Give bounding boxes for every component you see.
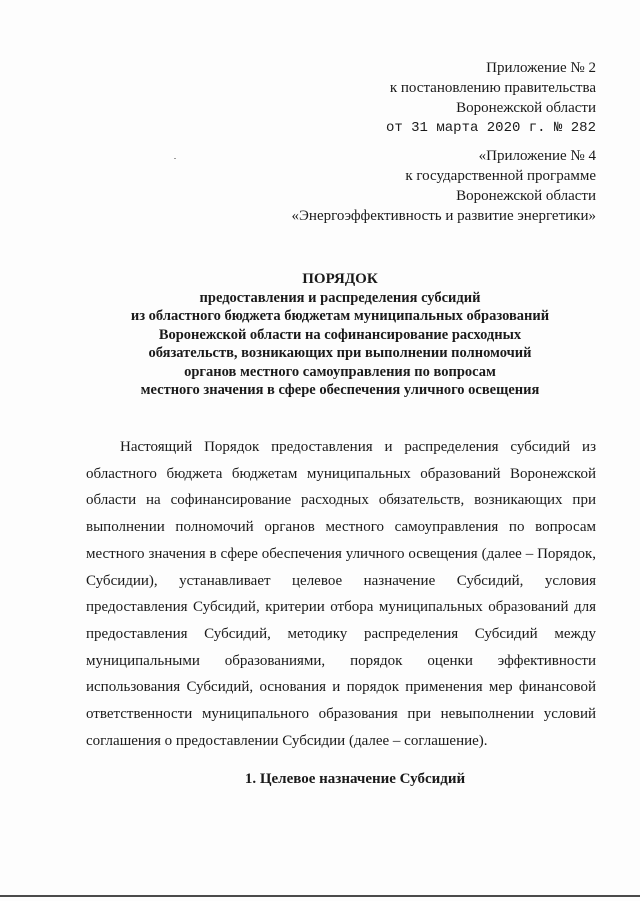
title-line: обязательств, возникающих при выполнении полномочий [148,345,532,361]
program-appendix-number: «Приложение № 4 [478,148,596,164]
program-region: Воронежской области [456,188,596,204]
title-line: из областного бюджета бюджетам муниципальных образований [130,308,550,324]
appendix-region: Воронежской области [456,100,596,116]
title-line: органов местного самоуправления по вопросам [184,363,496,380]
appendix-reference: к постановлению правительства [389,80,596,96]
title-line: предоставления и распределения субсидий [199,289,481,306]
title-line: Воронежской области на софинансирование расходных [158,326,522,343]
title-main: ПОРЯДОК [302,271,378,287]
page-bottom-edge [0,895,640,897]
scan-speck [174,158,176,159]
document-title [80,270,600,400]
appendix-header-resolution [386,58,596,138]
body-paragraph: Настоящий Порядок предоставления и распределения субсидий из областного бюджета бюджетам муниципальных образований Воронежской области на софинансирование расходных обязательств, возникающих при выполнении полномочий органов местного самоуправления по вопросам местного значения в сфере обеспечения уличного освещения (далее – Порядок, Субсидии), устанавливает целевое назначение Субсидий, условия предоставления Субсидий, критерии отбора муниципальных образований для предоставления Субсидий, методику распределения Субсидий между муниципальными образованиями, порядок оценки эффективности использования Субсидий, основания и порядок применения мер финансовой ответственности муниципального образования при невыполнении условий соглашения о предоставлении Субсидии (далее – соглашение). [86,439,596,749]
program-reference: к государственной программе [405,168,596,184]
appendix-header-program [292,146,596,226]
appendix-date-number: от 31 марта 2020 г. № 282 [385,120,596,136]
appendix-number: Приложение № 2 [486,60,596,76]
section-heading: 1. Целевое назначение Субсидий [244,771,466,787]
title-line: местного значения в сфере обеспечения уличного освещения [140,382,540,398]
program-name: «Энергоэффективность и развитие энергетики» [291,208,596,224]
